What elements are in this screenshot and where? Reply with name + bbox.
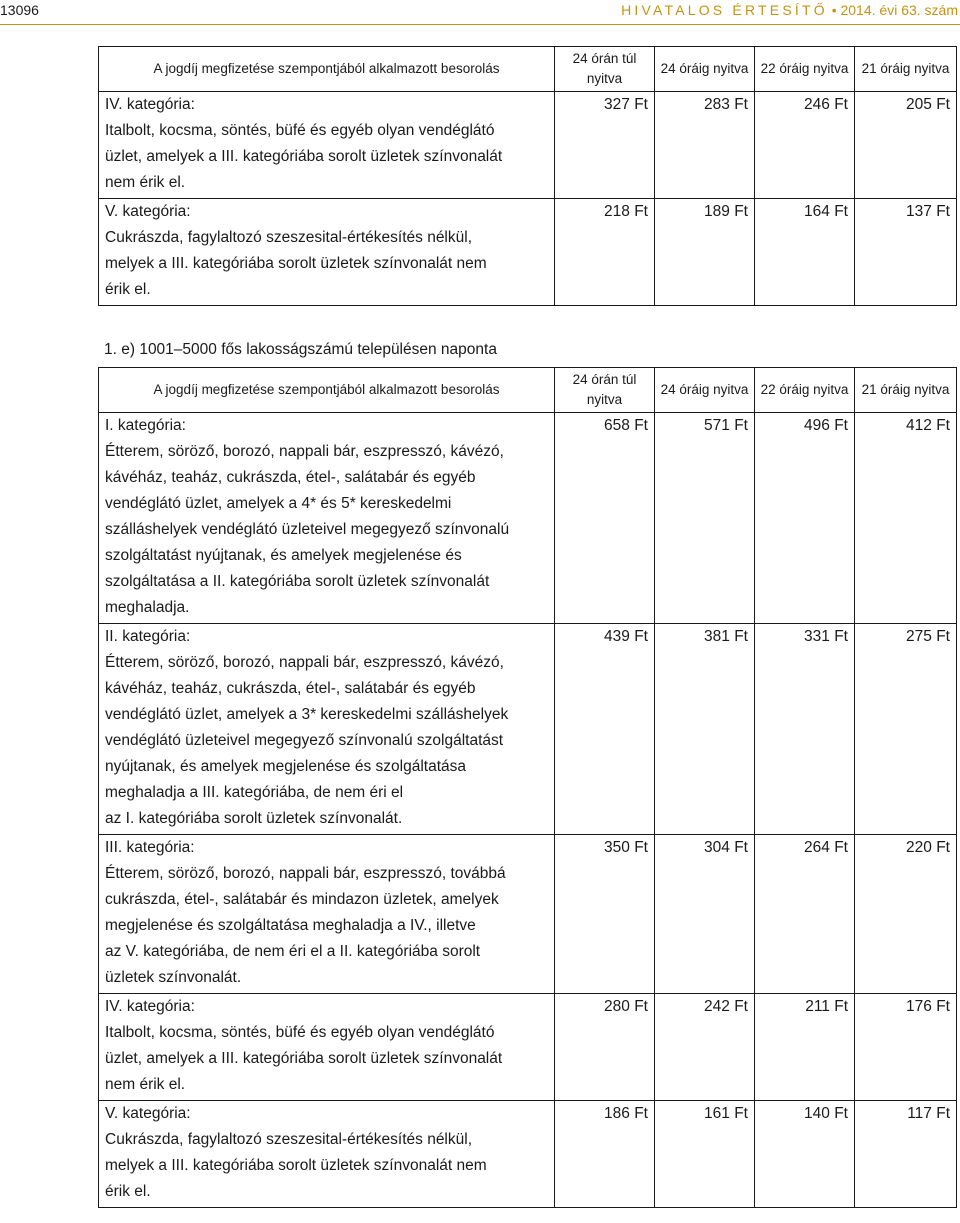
header-22: 22 óráig nyitva	[755, 368, 855, 413]
category-row	[99, 624, 957, 651]
fee-table-1	[98, 46, 957, 306]
category-description	[99, 650, 555, 835]
price-cell: 571 Ft	[655, 413, 755, 440]
price-cell: 137 Ft	[855, 199, 957, 226]
empty-cell	[855, 439, 957, 624]
category-row	[99, 199, 957, 226]
price-cell: 304 Ft	[655, 835, 755, 862]
empty-cell	[855, 650, 957, 835]
empty-cell	[855, 861, 957, 994]
journal-title: HIVATALOS ÉRTESÍTŐ	[621, 2, 828, 18]
empty-cell	[855, 1020, 957, 1101]
header-22: 22 óráig nyitva	[755, 47, 855, 92]
price-cell: 658 Ft	[555, 413, 655, 440]
description-line: vendéglátó üzlet, amelyek a 4* és 5* kereskedelmi	[105, 495, 452, 512]
empty-cell	[655, 1127, 755, 1208]
page-number: 13096	[0, 2, 39, 18]
description-line: nem érik el.	[105, 1076, 186, 1093]
price-cell: 117 Ft	[855, 1101, 957, 1128]
category-row	[99, 92, 957, 119]
category-description	[99, 861, 555, 994]
description-row	[99, 650, 957, 835]
description-line: érik el.	[105, 1183, 151, 1200]
empty-cell	[555, 225, 655, 306]
header-21: 21 óráig nyitva	[855, 47, 957, 92]
empty-cell	[855, 1127, 957, 1208]
description-line: Étterem, söröző, borozó, nappali bár, eszpresszó, kávézó,	[105, 654, 504, 671]
description-row	[99, 1127, 957, 1208]
description-line: Italbolt, kocsma, söntés, büfé és egyéb olyan vendéglátó	[105, 1024, 495, 1041]
empty-cell	[855, 225, 957, 306]
description-line: cukrászda, étel-, salátabár és mindazon üzletek, amelyek	[105, 891, 499, 908]
empty-cell	[755, 1127, 855, 1208]
category-label: I. kategória:	[99, 413, 555, 440]
category-label: IV. kategória:	[99, 994, 555, 1021]
description-line: szálláshelyek vendéglátó üzleteivel megegyező színvonalú	[105, 521, 510, 538]
header-24plus-line1: 24 órán túl	[572, 372, 637, 387]
empty-cell	[855, 118, 957, 199]
description-line: üzlet, amelyek a III. kategóriába sorolt üzletek színvonalát	[105, 1050, 503, 1067]
header-24: 24 óráig nyitva	[655, 368, 755, 413]
empty-cell	[655, 650, 755, 835]
table-header-row	[99, 368, 957, 413]
section-title: 1. e) 1001–5000 fős lakosságszámú településen naponta	[104, 341, 497, 358]
price-cell: 176 Ft	[855, 994, 957, 1021]
empty-cell	[755, 650, 855, 835]
empty-cell	[755, 118, 855, 199]
header-24plus-line2: nyitva	[586, 392, 623, 407]
price-cell: 246 Ft	[755, 92, 855, 119]
description-line: Italbolt, kocsma, söntés, büfé és egyéb olyan vendéglátó	[105, 122, 495, 139]
price-cell: 496 Ft	[755, 413, 855, 440]
description-line: szolgáltatást nyújtanak, és amelyek megjelenése és	[105, 547, 462, 564]
description-row	[99, 861, 957, 994]
empty-cell	[555, 1127, 655, 1208]
header-24plus-line1: 24 órán túl	[572, 51, 637, 66]
header-rule	[0, 24, 960, 25]
empty-cell	[755, 861, 855, 994]
price-cell: 242 Ft	[655, 994, 755, 1021]
category-label: III. kategória:	[99, 835, 555, 862]
price-cell: 161 Ft	[655, 1101, 755, 1128]
header-classification: A jogdíj megfizetése szempontjából alkalmazott besorolás	[99, 368, 555, 413]
header-24plus	[555, 368, 655, 413]
description-line: Étterem, söröző, borozó, nappali bár, eszpresszó, továbbá	[105, 865, 506, 882]
description-line: melyek a III. kategóriába sorolt üzletek színvonalát nem	[105, 255, 487, 272]
description-line: nem érik el.	[105, 174, 186, 191]
description-line: Étterem, söröző, borozó, nappali bár, eszpresszó, kávézó,	[105, 443, 504, 460]
price-cell: 439 Ft	[555, 624, 655, 651]
header-classification: A jogdíj megfizetése szempontjából alkalmazott besorolás	[99, 47, 555, 92]
category-description	[99, 1020, 555, 1101]
description-line: Cukrászda, fagylaltozó szeszesital-értékesítés nélkül,	[105, 229, 472, 246]
table-header-row	[99, 47, 957, 92]
empty-cell	[655, 118, 755, 199]
price-cell: 283 Ft	[655, 92, 755, 119]
header-24plus-line2: nyitva	[586, 71, 623, 86]
price-cell: 327 Ft	[555, 92, 655, 119]
empty-cell	[555, 439, 655, 624]
category-row	[99, 994, 957, 1021]
description-line: meghaladja.	[105, 599, 190, 616]
category-label: V. kategória:	[99, 199, 555, 226]
empty-cell	[755, 439, 855, 624]
empty-cell	[655, 1020, 755, 1101]
description-line: üzletek színvonalát.	[105, 969, 242, 986]
price-cell: 275 Ft	[855, 624, 957, 651]
empty-cell	[655, 439, 755, 624]
empty-cell	[655, 225, 755, 306]
empty-cell	[555, 650, 655, 835]
price-cell: 331 Ft	[755, 624, 855, 651]
price-cell: 186 Ft	[555, 1101, 655, 1128]
category-row	[99, 1101, 957, 1128]
description-line: vendéglátó üzleteivel megegyező színvonalú szolgáltatást	[105, 732, 504, 749]
category-row	[99, 413, 957, 440]
price-cell: 205 Ft	[855, 92, 957, 119]
description-line: meghaladja a III. kategóriába, de nem éri el	[105, 784, 404, 801]
empty-cell	[655, 861, 755, 994]
description-row	[99, 225, 957, 306]
category-description	[99, 225, 555, 306]
price-cell: 164 Ft	[755, 199, 855, 226]
category-label: II. kategória:	[99, 624, 555, 651]
description-row	[99, 439, 957, 624]
price-cell: 220 Ft	[855, 835, 957, 862]
page-header	[0, 0, 960, 22]
header-24: 24 óráig nyitva	[655, 47, 755, 92]
issue-label: 2014. évi 63. szám	[840, 2, 958, 18]
description-line: az I. kategóriába sorolt üzletek színvonalát.	[105, 810, 403, 827]
publication-info	[621, 2, 958, 18]
header-21: 21 óráig nyitva	[855, 368, 957, 413]
price-cell: 218 Ft	[555, 199, 655, 226]
description-line: melyek a III. kategóriába sorolt üzletek színvonalát nem	[105, 1157, 487, 1174]
description-line: vendéglátó üzlet, amelyek a 3* kereskedelmi szálláshelyek	[105, 706, 509, 723]
price-cell: 211 Ft	[755, 994, 855, 1021]
description-line: üzlet, amelyek a III. kategóriába sorolt üzletek színvonalát	[105, 148, 503, 165]
description-line: szolgáltatása a II. kategóriába sorolt üzletek színvonalát	[105, 573, 490, 590]
category-description	[99, 1127, 555, 1208]
description-line: megjelenése és szolgáltatása meghaladja a IV., illetve	[105, 917, 476, 934]
price-cell: 381 Ft	[655, 624, 755, 651]
empty-cell	[555, 861, 655, 994]
category-label: IV. kategória:	[99, 92, 555, 119]
description-line: az V. kategóriába, de nem éri el a II. kategóriába sorolt	[105, 943, 481, 960]
header-24plus	[555, 47, 655, 92]
category-description	[99, 118, 555, 199]
header-bullet: •	[831, 2, 837, 18]
empty-cell	[555, 1020, 655, 1101]
empty-cell	[755, 225, 855, 306]
price-cell: 189 Ft	[655, 199, 755, 226]
price-cell: 264 Ft	[755, 835, 855, 862]
description-line: érik el.	[105, 281, 151, 298]
description-line: nyújtanak, és amelyek megjelenése és szolgáltatása	[105, 758, 467, 775]
price-cell: 350 Ft	[555, 835, 655, 862]
category-label: V. kategória:	[99, 1101, 555, 1128]
category-description	[99, 439, 555, 624]
description-line: kávéház, teaház, cukrászda, étel-, salátabár és egyéb	[105, 680, 476, 697]
price-cell: 280 Ft	[555, 994, 655, 1021]
fee-table-2	[98, 367, 957, 1208]
price-cell: 412 Ft	[855, 413, 957, 440]
empty-cell	[755, 1020, 855, 1101]
description-line: Cukrászda, fagylaltozó szeszesital-értékesítés nélkül,	[105, 1131, 472, 1148]
price-cell: 140 Ft	[755, 1101, 855, 1128]
empty-cell	[555, 118, 655, 199]
description-row	[99, 118, 957, 199]
description-row	[99, 1020, 957, 1101]
category-row	[99, 835, 957, 862]
description-line: kávéház, teaház, cukrászda, étel-, salátabár és egyéb	[105, 469, 476, 486]
